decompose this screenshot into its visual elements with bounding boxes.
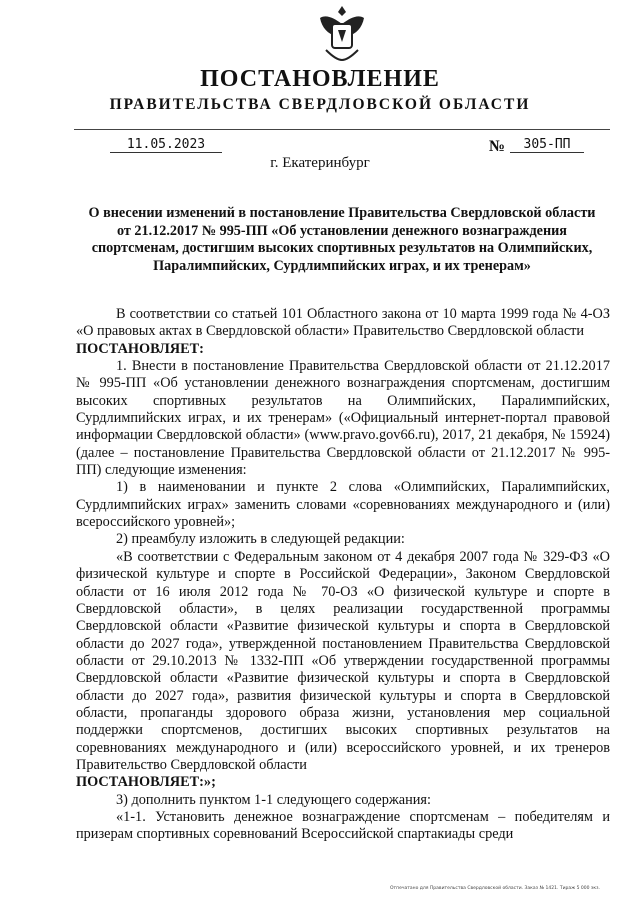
- document-heading: О внесении изменений в постановление Правительства Свердловской области от 21.12.2017 № 995-ПП «Об установлении денежного вознаграждения спортсменам, достигшим высоких спортивных результатов на Олимпийских, Паралимпийских, Сурдлимпийских играх, и их тренерам»: [88, 205, 596, 274]
- document-subtitle: ПРАВИТЕЛЬСТВА СВЕРДЛОВСКОЙ ОБЛАСТИ: [109, 96, 531, 113]
- document-body: [76, 306, 610, 844]
- coat-of-arms-emblem: [316, 4, 368, 62]
- paragraph: 1) в наименовании и пункте 2 слова «Олимпийских, Паралимпийских, Сурдлимпийских играх» заменить словами «соревнованиях международного и (или) всероссийского уровней»;: [76, 479, 610, 531]
- document-date: 11.05.2023: [110, 137, 222, 153]
- document-title: ПОСТАНОВЛЕНИЕ: [200, 66, 440, 92]
- city-name: г. Екатеринбург: [270, 155, 370, 171]
- paragraph: «1-1. Установить денежное вознаграждение спортсменам – победителям и призерам спортивных соревнований Всероссийской спартакиады среди: [76, 808, 610, 843]
- paragraph: 1. Внести в постановление Правительства Свердловской области от 21.12.2017 № 995-ПП «Об установлении денежного вознаграждения спортсменам, достигшим высоких спортивных результатов на Олимпийских, Паралимпийских, Сурдлимпийских играх, и их тренерам» («Официальный интернет-портал правовой информации Свердловской области» (www.pravo.gov66.ru), 2017, 21 декабря, № 15924) (далее – постановление Правительства Свердловской области от 21.12.2017 № 995-ПП) следующие изменения:: [76, 358, 610, 479]
- paragraph: 3) дополнить пунктом 1-1 следующего содержания:: [116, 791, 431, 808]
- resolution-keyword: ПОСТАНОВЛЯЕТ:: [76, 340, 204, 357]
- number-label: №: [489, 138, 506, 155]
- paragraph: В соответствии со статьей 101 Областного закона от 10 марта 1999 года № 4-ОЗ «О правовых актах в Свердловской области» Правительство Свердловской области: [76, 306, 610, 340]
- document-number: 305-ПП: [510, 137, 584, 153]
- header-divider: [74, 129, 610, 130]
- resolution-keyword: ПОСТАНОВЛЯЕТ:»;: [76, 774, 216, 791]
- print-footer: Отпечатано для Правительства Свердловской области. Заказ № 1421. Тираж 5 000 экз.: [390, 886, 600, 891]
- paragraph: 2) преамбулу изложить в следующей редакции:: [116, 531, 405, 548]
- paragraph: «В соответствии с Федеральным законом от 4 декабря 2007 года № 329-ФЗ «О физической культуре и спорте в Российской Федерации», Законом Свердловской области от 16 июля 2012 года № 70-ОЗ «О физической культуре и спорте в Свердловской области», в целях реализации государственной программы Свердловской области «Развитие физической культуры и спорта в Свердловской области до 2027 года», утвержденной постановлением Правительства Свердловской области от 29.10.2013 № 1332-ПП «Об утверждении государственной программы Свердловской области «Развитие физической культуры и спорта в Свердловской области до 2027 года», развития физической культуры и спорта в Свердловской области, пропаганды здорового образа жизни, установления мер социальной поддержки спортсменов, достигших высоких спортивных результатов на соревнованиях международного и (или) всероссийского уровней, и их тренеров Правительство Свердловской области: [76, 548, 610, 773]
